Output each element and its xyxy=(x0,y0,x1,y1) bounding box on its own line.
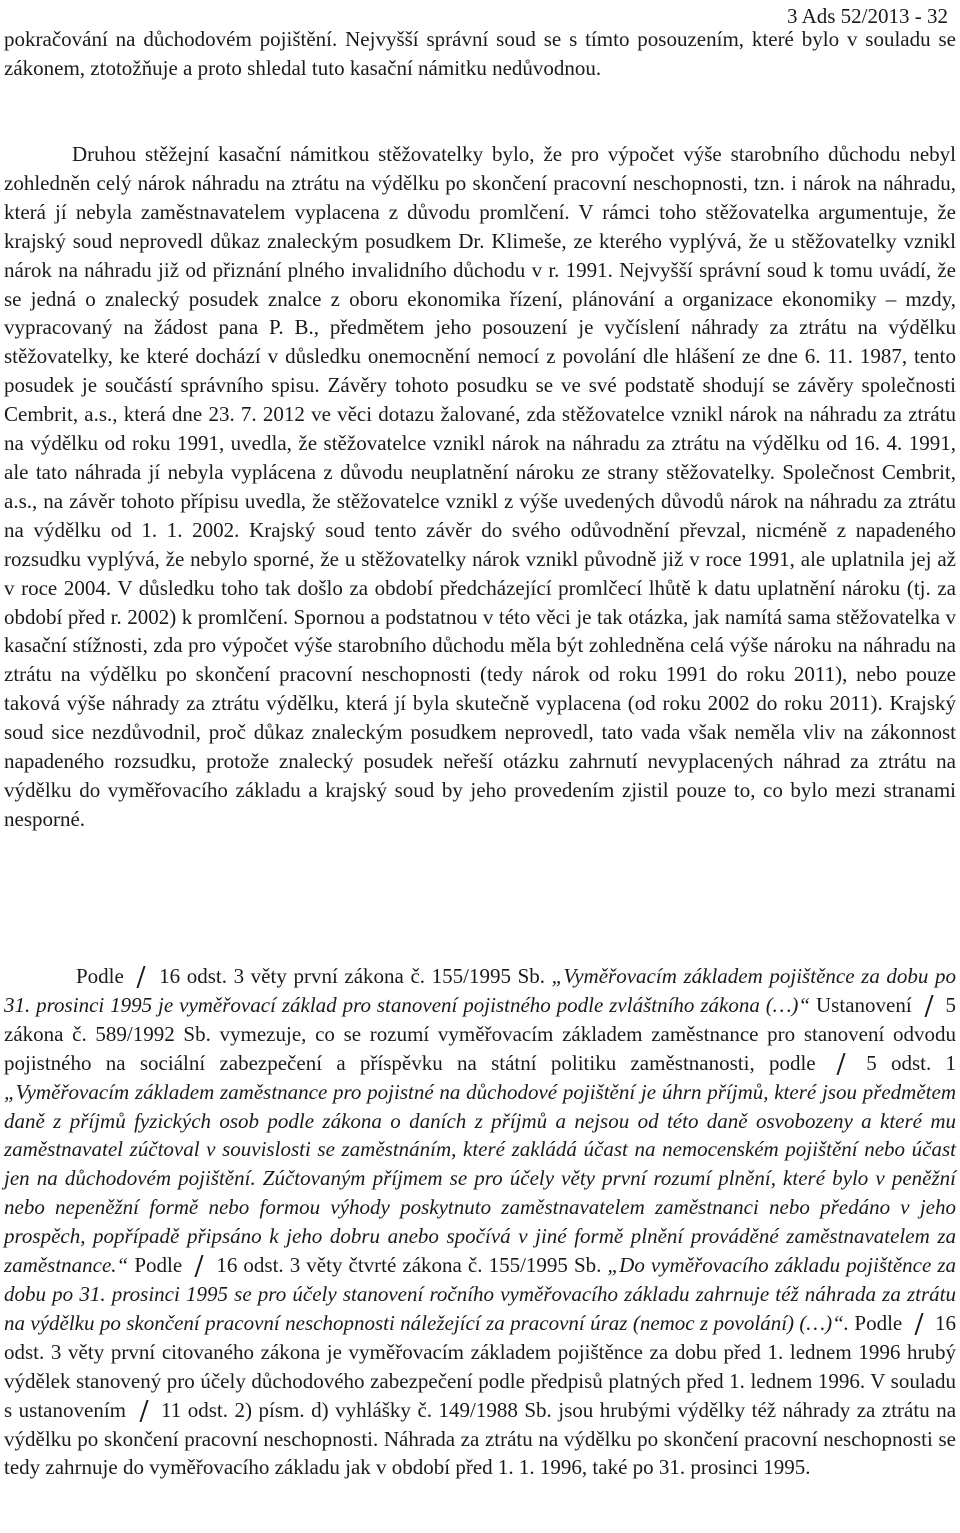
paragraph-2: Druhou stěžejní kasační námitkou stěžovatelky bylo, že pro výpočet výše starobního důchodu nebyl zohledněn celý nárok náhradu na ztrátu na výdělku po skončení pracovní neschopnosti, tzn. i nárok na náhradu, která jí nebyla zaměstnavatelem vyplacena z důvodu promlčení. V rámci toho stěžovatelka argumentuje, že krajský soud neprovedl důkaz znaleckým posudkem Dr. Klimeše, ze kterého vyplývá, že u stěžovatelky vznikl nárok na náhradu již od přiznání plného invalidního důchodu v r. 1991. Nejvyšší správní soud k tomu uvádí, že se jedná o znalecký posudek znalce z oboru ekonomika řízení, plánování a organizace ekonomiky – mzdy, vypracovaný na žádost pana P. B., předmětem jeho posouzení je vyčíslení náhrady za ztrátu na výdělku stěžovatelky, ke které dochází v důsledku onemocnění nemocí z povolání dle hlášení ze dne 6. 11. 1987, tento posudek je součástí správního spisu. Závěry tohoto posudku se ve své podstatě shodují se závěry společnosti Cembrit, a.s., která dne 23. 7. 2012 ve věci dotazu žalované, zda stěžovatelce vznikl nárok na náhradu za ztrátu na výdělku od roku 1991, uvedla, že stěžovatelce vznikl nárok na náhradu za ztrátu na výdělku od 16. 4. 1991, ale tato náhrada jí nebyla vyplácena z důvodu neuplatnění nároku ze strany stěžovatelky. Společnost Cembrit, a.s., na závěr tohoto přípisu uvedla, že stěžovatelce vznikl z výše uvedených důvodů nárok na náhradu za ztrátu na výdělku od 1. 1. 2002. Krajský soud tento závěr do svého odůvodnění převzal, nicméně z napadeného rozsudku vyplývá, že nebylo sporné, že u stěžovatelky nárok vznikl původně již v roce 1991, ale uplatnila jej až v roce 2004. V důsledku toho tak došlo za období předcházející promlčecí lhůtě k datu uplatnění nároku (tj. za období před r. 2002) k promlčení. Spornou a podstatnou v této věci je tak otázka, jak namítá sama stěžovatelka v kasační stížnosti, zda pro výpočet výše starobního důchodu měla být zohledněna celá výše nároku na náhradu na ztrátu na výdělku po skončení pracovní neschopnosti (tedy nárok od roku 1991 do roku 2011), nebo pouze taková výše náhrady za ztrátu výdělku, která jí byla skutečně vyplacena (od roku 2002 do roku 2011). Krajský soud sice nezdůvodnil, proč důkaz znaleckým posudkem neprovedl, tato vada však neměla vliv na zákonnost napadeného rozsudku, protože znalecký posudek neřeší otázku zahrnutí nevyplacených náhrad za ztrátu na výdělku do vyměřovacího základu a krajský soud by jeho provedením zjistil pouze to, co bylo mezi stranami nesporné. xyxy=(4,142,956,831)
text-segment: Podle xyxy=(854,1310,903,1335)
text-segment: 5 odst. 1 xyxy=(866,1050,957,1075)
section-sign-icon xyxy=(133,1400,155,1420)
text-segment: Ustanovení xyxy=(816,992,912,1017)
case-number: 3 Ads 52/2013 - 32 xyxy=(786,4,948,28)
text-segment: 16 odst. 3 věty první citovaného zákona je vyměřovacím základem pojištěnce za dobu před 1. lednem 1996 hrubý výdělek stanovený pro účely důchodového zabezpečení podle předpisů platných před 1. lednem 1996. V souladu s ustanovením xyxy=(4,1310,957,1422)
section-sign-icon xyxy=(830,1053,852,1073)
text-segment: Podle xyxy=(76,964,124,988)
paragraph-1: pokračování na důchodovém pojištění. Nejvyšší správní soud se s tímto posouzením, které bylo v souladu se zákonem, ztotožňuje a proto shledal tuto kasační námitku nedůvodnou. xyxy=(4,27,956,80)
paragraph-3 xyxy=(4,962,956,1482)
quoted-statute: „Vyměřovacím základem pojištěnce za dobu po 31. prosinci 1995 je vyměřovací základ pro stanovení pojistného podle zvláštního zákona (…)“ xyxy=(4,964,957,1017)
text-segment: 11 odst. 2) písm. d) vyhlášky č. 149/1988 Sb. jsou hrubými výdělky též náhrady za ztrátu na výdělku po skončení pracovní neschopnosti. Náhrada za ztrátu na výdělku po skončení pracovní neschopnosti se tedy zahrnuje do vyměřovacího základu jak v období před 1. 1. 1996, také po 31. prosinci 1995. xyxy=(4,1397,957,1480)
section-sign-icon xyxy=(918,995,940,1015)
section-sign-icon xyxy=(908,1313,930,1333)
quoted-statute: „Vyměřovacím základem zaměstnance pro pojistné na důchodové pojištění je úhrn příjmů, které jsou předmětem daně z příjmů fyzických osob podle zákona o daních z příjmů a nejsou od této daně osvobozeny a které mu zaměstnavatel zúčtoval v souvislosti se zaměstnáním, které zakládá účast na nemocenském pojištění nebo účast jen na důchodovém pojištění. Zúčtovaným příjmem se pro účely věty první rozumí plnění, které bylo v peněžní nebo nepeněžní formě nebo formou výhody poskytnuto zaměstnavatelem zaměstnanci nebo předáno v jeho prospěch, popřípadě připsáno k jeho dobru anebo spočívá v jiné formě plnění prováděné zaměstnavatelem za zaměstnance.“ xyxy=(4,1079,956,1278)
text-segment: 16 odst. 3 věty první zákona č. 155/1995 Sb. xyxy=(159,964,546,988)
text-segment: 5 zákona č. 589/1992 Sb. vymezuje, co se rozumí vyměřovacím základem zaměstnance pro stanovení odvodu pojistného na sociální zabezpečení a příspěvku na státní politiku zaměstnanosti, podle xyxy=(4,992,957,1075)
text-segment: Podle xyxy=(134,1253,183,1278)
quoted-statute: „Do vyměřovacího základu pojištěnce za dobu po 31. prosinci 1995 se pro účely stanovení ročního vyměřovacího základu zahrnuje též náhrada za ztrátu na výdělku po skončení pracovní neschopnosti náležející za pracovní úraz (nemoc z povolání) (…)“. xyxy=(4,1253,957,1335)
section-sign-icon xyxy=(188,1255,210,1275)
text-segment: 16 odst. 3 věty čtvrté zákona č. 155/1995 Sb. xyxy=(216,1253,602,1278)
document-page xyxy=(4,0,956,1533)
section-sign-icon xyxy=(130,966,152,986)
